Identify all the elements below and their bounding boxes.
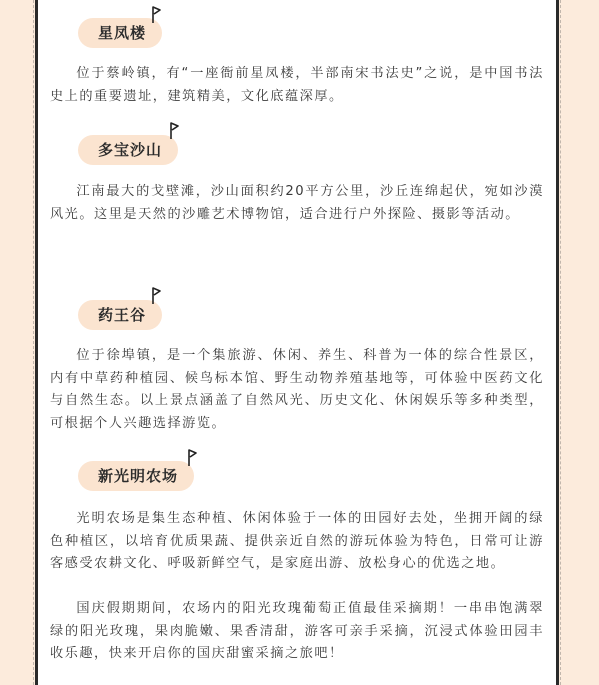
left-brush-border xyxy=(33,0,37,685)
right-brush-border xyxy=(560,0,564,685)
flag-icon xyxy=(187,449,198,467)
section-paragraph: 国庆假期期间，农场内的阳光玫瑰葡萄正值最佳采摘期！一串串饱满翠绿的阳光玫瑰，果肉脆嫩、果香清甜，游客可亲手采摘，沉浸式体验田园丰收乐趣，快来开启你的国庆甜蜜采摘之旅吧！ xyxy=(50,601,544,661)
flag-icon xyxy=(151,287,162,305)
section-title-tag xyxy=(78,18,162,48)
section-title: 药王谷 xyxy=(98,306,147,324)
section-title-tag xyxy=(78,135,178,165)
section-paragraph: 位于蔡岭镇，有“一座衙前星凤楼，半部南宋书法史”之说，是中国书法史上的重要遗址，建筑精美，文化底蕴深厚。 xyxy=(50,66,544,104)
section-title-tag xyxy=(78,300,162,330)
section-paragraph: 江南最大的戈壁滩，沙山面积约20平方公里，沙丘连绵起伏，宛如沙漠风光。这里是天然的沙雕艺术博物馆，适合进行户外探险、摄影等活动。 xyxy=(50,184,544,222)
section-title: 星凤楼 xyxy=(98,24,147,42)
flag-icon xyxy=(169,122,180,140)
section-paragraph: 光明农场是集生态种植、休闲体验于一体的田园好去处，坐拥开阔的绿色种植区，以培育优质果蔬、提供亲近自然的游玩体验为特色，日常可让游客感受农耕文化、呼吸新鲜空气，是家庭出游、放松身心的优选之地。 xyxy=(50,511,544,571)
section-title: 多宝沙山 xyxy=(98,141,163,159)
section-title: 新光明农场 xyxy=(98,467,179,485)
section-paragraph: 位于徐埠镇，是一个集旅游、休闲、养生、科普为一体的综合性景区，内有中草药种植园、候鸟标本馆、野生动物养殖基地等，可体验中医药文化与自然生态。以上景点涵盖了自然风光、历史文化、休闲娱乐等多种类型，可根据个人兴趣选择游览。 xyxy=(50,348,544,431)
section-title-tag xyxy=(78,461,194,491)
flag-icon xyxy=(151,6,162,24)
